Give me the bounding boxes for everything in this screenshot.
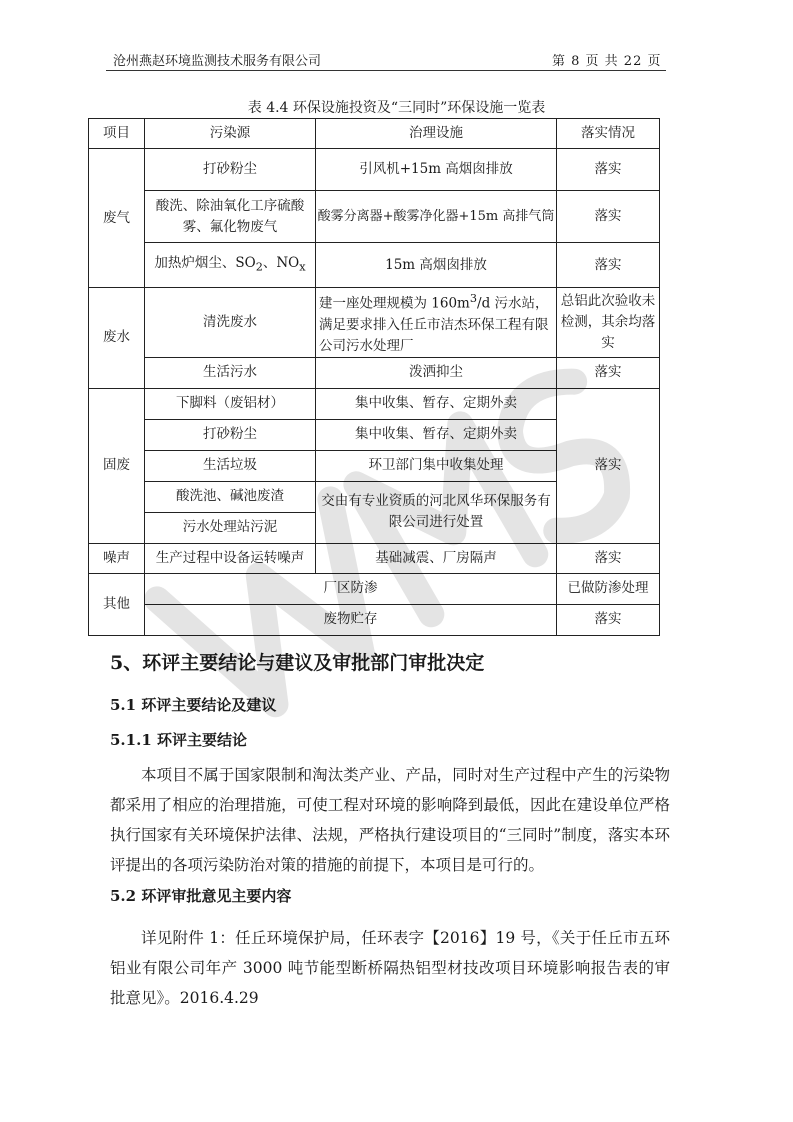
treatment-cell: 酸雾分离器+酸雾净化器+15m 高排气筒 (316, 191, 557, 243)
status-cell: 落实 (557, 543, 660, 573)
header-item: 项目 (89, 119, 145, 149)
treatment-text: 建一座处理规模为 160m (319, 295, 470, 312)
source-cell: 生活垃圾 (145, 450, 316, 481)
category-other: 其他 (89, 573, 145, 635)
approval-paragraph (110, 923, 670, 1013)
treatment-cell: 15m 高烟囱排放 (316, 243, 557, 288)
header-status: 落实情况 (557, 119, 660, 149)
table-row (89, 543, 660, 573)
subscript: 2 (255, 260, 263, 274)
category-solid-waste: 固废 (89, 388, 145, 543)
status-cell: 落实 (557, 243, 660, 288)
table-row (89, 573, 660, 604)
table-row (89, 149, 660, 191)
treatment-cell: 交由有专业资质的河北风华环保服务有限公司进行处置 (316, 481, 557, 543)
table-row (89, 288, 660, 358)
status-cell: 落实 (557, 604, 660, 635)
status-cell: 已做防渗处理 (557, 573, 660, 604)
facilities-table (88, 118, 660, 636)
source-text: 、NO (262, 254, 300, 271)
source-text: 加热炉烟尘、SO (154, 254, 256, 271)
status-cell: 总铝此次验收未检测，其余均落实 (557, 288, 660, 358)
other-item-cell: 厂区防渗 (145, 573, 557, 604)
source-cell: 打砂粉尘 (145, 419, 316, 450)
table-row (89, 388, 660, 419)
status-cell: 落实 (557, 191, 660, 243)
conclusion-paragraph (110, 760, 670, 880)
other-item-cell: 废物贮存 (145, 604, 557, 635)
category-waste-water: 废水 (89, 288, 145, 389)
source-cell: 打砂粉尘 (145, 149, 316, 191)
category-waste-gas: 废气 (89, 149, 145, 288)
source-cell: 生产过程中设备运转噪声 (145, 543, 316, 573)
section-5-1-1-title: 5.1.1 环评主要结论 (110, 731, 247, 749)
subscript: x (299, 260, 306, 274)
status-cell: 落实 (557, 149, 660, 191)
source-cell: 下脚料（废铝材） (145, 388, 316, 419)
treatment-cell: 基础减震、厂房隔声 (316, 543, 557, 573)
table-row (89, 357, 660, 388)
status-cell: 落实 (557, 357, 660, 388)
table-header-row (89, 119, 660, 149)
section-5-2-title: 5.2 环评审批意见主要内容 (110, 887, 292, 905)
company-name: 沧州燕赵环境监测技术服务有限公司 (113, 54, 322, 69)
treatment-cell: 环卫部门集中收集处理 (316, 450, 557, 481)
table-row (89, 243, 660, 288)
treatment-cell: 集中收集、暂存、定期外卖 (316, 419, 557, 450)
section-5-1-title: 5.1 环评主要结论及建议 (110, 696, 277, 714)
source-cell: 污水处理站污泥 (145, 512, 316, 543)
treatment-text: /d 污水站，满足要求排入任丘市洁杰环保工程有限公司污水处理厂 (319, 295, 549, 354)
source-cell: 清洗废水 (145, 288, 316, 358)
source-cell: 生活污水 (145, 357, 316, 388)
table-title: 表 4.4 环保设施投资及“三同时”环保设施一览表 (247, 100, 546, 116)
treatment-cell: 集中收集、暂存、定期外卖 (316, 388, 557, 419)
page-number: 第 8 页 共 22 页 (552, 54, 662, 69)
source-cell: 酸洗池、碱池废渣 (145, 481, 316, 512)
header-treatment: 治理设施 (316, 119, 557, 149)
treatment-cell: 泼洒抑尘 (316, 357, 557, 388)
section-5-title: 5、环评主要结论与建议及审批部门审批决定 (110, 652, 485, 674)
header-divider (106, 70, 666, 71)
table-row (89, 191, 660, 243)
category-noise: 噪声 (89, 543, 145, 573)
treatment-cell (316, 288, 557, 358)
conclusion-text: 本项目不属于国家限制和淘汰类产业、产品，同时对生产过程中产生的污染物都采用了相应的治理措施，可使工程对环境的影响降到最低，因此在建设单位严格执行国家有关环境保护法律、法规，严格执行建设项目的“三同时”制度，落实本环评提出的各项污染防治对策的措施的前提下，本项目是可行的。 (110, 766, 670, 874)
source-cell: 酸洗、除油氧化工序硫酸雾、氟化物废气 (145, 191, 316, 243)
approval-text: 详见附件 1：任丘环境保护局，任环表字【2016】19 号，《关于任丘市五环铝业有限公司年产 3000 吨节能型断桥隔热铝型材技改项目环境影响报告表的审批意见》。2016.4.29 (110, 929, 670, 1007)
header-source: 污染源 (145, 119, 316, 149)
status-cell: 落实 (557, 388, 660, 543)
source-cell (145, 243, 316, 288)
table-row (89, 604, 660, 635)
treatment-cell: 引风机+15m 高烟囱排放 (316, 149, 557, 191)
superscript: 3 (469, 292, 478, 305)
